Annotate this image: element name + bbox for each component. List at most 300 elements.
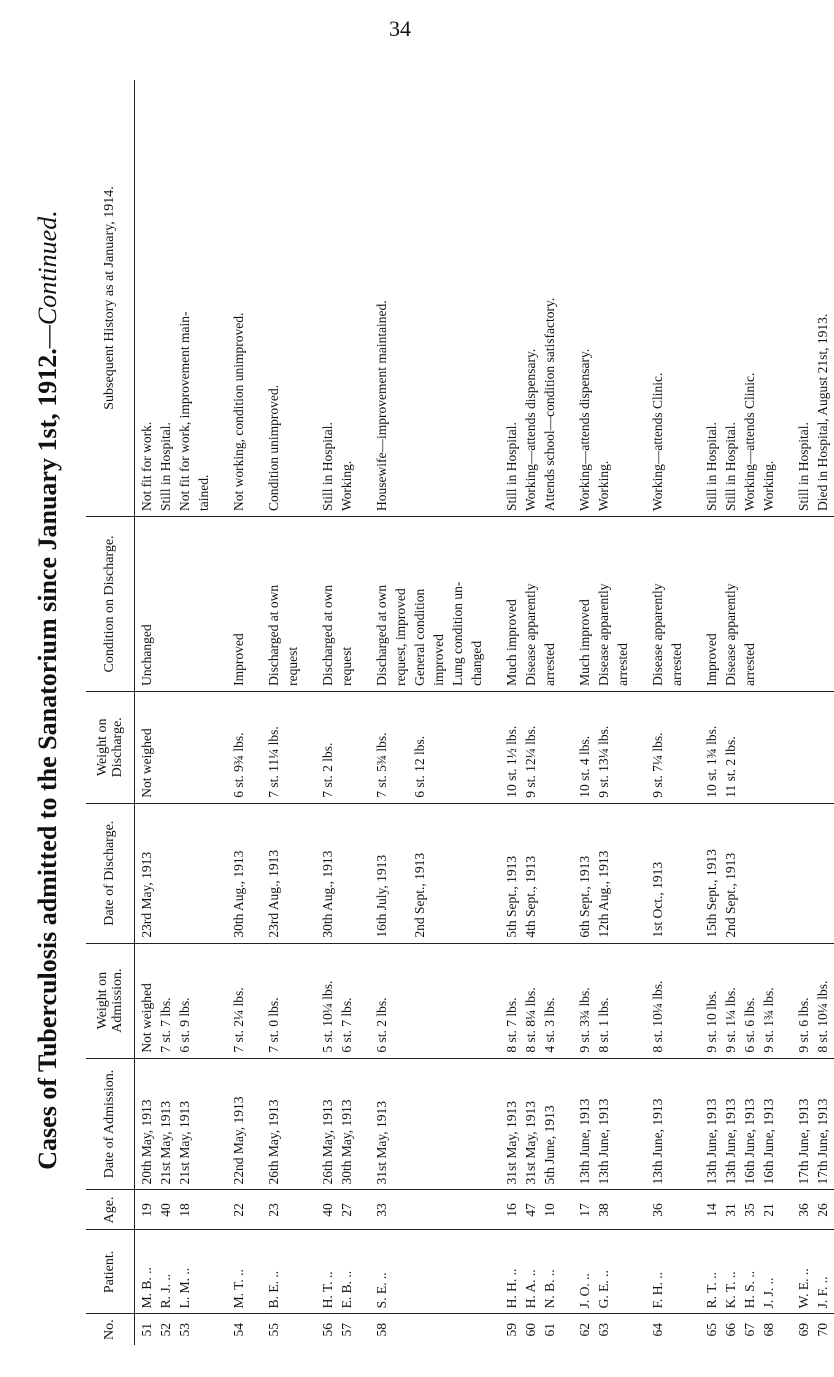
cell-weight-discharge xyxy=(780,691,834,803)
cell-history-line: Condition unimproved. xyxy=(266,385,281,512)
cell-weight-discharge-line xyxy=(759,697,778,798)
cell-date-discharge-line: 30th Aug., 1913 xyxy=(320,850,335,938)
header-date-discharge: Date of Discharge. xyxy=(86,803,135,943)
header-patient: Patient. xyxy=(86,1230,135,1314)
cell-weight-admission xyxy=(780,943,834,1058)
cell-no-line: 67 xyxy=(742,1322,757,1337)
cell-condition-line: request xyxy=(285,646,300,686)
cell-condition-line: Disease apparently xyxy=(650,583,665,686)
cell-weight-admission-line: 4 st. 3 lbs. xyxy=(542,997,557,1053)
cell-weight-admission-line: 9 st. 10 lbs. xyxy=(704,990,719,1053)
cell-weight-discharge-line: 9 st. 13¼ lbs. xyxy=(596,725,611,798)
cell-condition-line: Discharged at own xyxy=(320,584,335,686)
cell-date-admission xyxy=(215,1058,250,1190)
cell-age-line: 38 xyxy=(596,1203,611,1217)
cell-no-line: 53 xyxy=(177,1322,192,1337)
cell-weight-admission xyxy=(358,943,488,1058)
cell-history-line: Not fit for work. xyxy=(139,421,154,512)
cell-date-admission-line: 13th June, 1913 xyxy=(596,1098,611,1185)
cell-weight-admission-line: 8 st. 10¼ lbs. xyxy=(650,980,665,1053)
cell-weight-discharge-line: 10 st. 1½ lbs. xyxy=(504,725,519,798)
cell-weight-admission-line: 8 st. 7 lbs. xyxy=(504,997,519,1053)
cell-no xyxy=(215,1314,250,1345)
cell-condition-line: changed xyxy=(469,640,484,686)
cell-date-discharge-line xyxy=(175,809,194,938)
cell-age-line: 40 xyxy=(320,1203,335,1217)
cell-condition xyxy=(780,517,834,692)
cell-weight-discharge-line xyxy=(156,697,175,798)
cell-history xyxy=(634,80,688,517)
cell-weight-admission-line: 8 st. 1 lbs. xyxy=(596,997,611,1053)
cell-weight-discharge xyxy=(250,691,304,803)
cell-condition-line: request xyxy=(339,646,354,686)
cell-weight-admission-line: 9 st. 3¾ lbs. xyxy=(577,987,592,1053)
cell-patient-line: M. B. .. xyxy=(139,1267,154,1309)
cell-history-line: Attends school—condition satisfactory. xyxy=(542,297,557,512)
cell-weight-admission-line: 9 st. 6 lbs. xyxy=(796,997,811,1053)
cell-no-line: 55 xyxy=(266,1322,281,1337)
cell-age xyxy=(688,1190,780,1230)
cell-history xyxy=(561,80,634,517)
cell-date-admission-line: 21st May, 1913 xyxy=(177,1100,192,1185)
cell-weight-discharge-line xyxy=(540,697,559,798)
cell-condition-line xyxy=(156,522,175,686)
cell-patient-line: H. T. .. xyxy=(320,1271,335,1309)
cell-date-admission-line: 31st May, 1913 xyxy=(523,1100,538,1185)
cell-condition-line: Lung condition un- xyxy=(450,581,465,686)
cell-age-line: 27 xyxy=(339,1203,354,1217)
cell-date-discharge-line xyxy=(813,809,832,938)
cell-age xyxy=(561,1190,634,1230)
cell-date-discharge-line: 2nd Sept., 1913 xyxy=(412,852,427,938)
cell-age xyxy=(358,1190,488,1230)
cell-patient-line: G. E. .. xyxy=(596,1270,611,1309)
table-row xyxy=(780,80,834,1345)
table-row xyxy=(561,80,634,1345)
cell-age-line: 14 xyxy=(704,1203,719,1217)
cell-weight-admission xyxy=(561,943,634,1058)
cell-no-line: 62 xyxy=(577,1322,592,1337)
table-row xyxy=(634,80,688,1345)
table-row xyxy=(488,80,561,1345)
header-condition: Condition on Discharge. xyxy=(86,517,135,692)
cell-patient xyxy=(488,1230,561,1314)
cell-no-line: 59 xyxy=(504,1322,519,1337)
cell-history-line: Working—attends Clinic. xyxy=(650,372,665,512)
cell-date-admission-line: 26th May, 1913 xyxy=(266,1099,281,1185)
cell-age-line: 36 xyxy=(650,1203,665,1217)
cell-no-line: 69 xyxy=(796,1322,811,1337)
cell-history-line: Working. xyxy=(596,460,611,512)
cell-history xyxy=(250,80,304,517)
cell-weight-admission-line: 7 st. 7 lbs. xyxy=(158,997,173,1053)
cell-date-discharge-line xyxy=(337,809,356,938)
cell-date-admission xyxy=(358,1058,488,1190)
cell-patient-line: H. A. .. xyxy=(523,1269,538,1309)
cell-no xyxy=(358,1314,488,1345)
header-weight-admission: Weight on Admission. xyxy=(86,943,135,1058)
cell-weight-discharge xyxy=(688,691,780,803)
cell-patient-line: J. F. .. xyxy=(815,1276,830,1309)
cell-age-line: 26 xyxy=(815,1203,830,1217)
cell-date-admission xyxy=(688,1058,780,1190)
cell-date-admission-line: 22nd May, 1913 xyxy=(231,1096,246,1185)
cell-weight-discharge-line xyxy=(794,697,813,798)
cell-weight-discharge-line: 7 st. 2 lbs. xyxy=(320,742,335,798)
cell-age-line: 40 xyxy=(158,1203,173,1217)
cell-history-line: Working—attends dispensary. xyxy=(577,348,592,512)
cell-date-admission xyxy=(561,1058,634,1190)
cell-condition-line xyxy=(175,522,194,686)
cell-no-line: 68 xyxy=(761,1322,776,1337)
cell-condition-line: Unchanged xyxy=(139,624,154,686)
cell-date-discharge xyxy=(688,803,780,943)
cell-patient-line: N. B. .. xyxy=(542,1269,557,1309)
cell-no-line: 66 xyxy=(723,1322,738,1337)
cell-date-admission xyxy=(780,1058,834,1190)
cell-condition-line: General condition xyxy=(412,588,427,686)
cell-patient-line: B. E. .. xyxy=(266,1270,281,1309)
cell-no xyxy=(135,1314,216,1345)
cell-no-line: 60 xyxy=(523,1322,538,1337)
cell-history xyxy=(215,80,250,517)
cell-patient xyxy=(304,1230,358,1314)
cell-no-line: 64 xyxy=(650,1322,665,1337)
cell-date-admission xyxy=(634,1058,688,1190)
cell-patient-line: L. M. .. xyxy=(177,1267,192,1309)
cell-weight-discharge xyxy=(488,691,561,803)
cell-patient xyxy=(358,1230,488,1314)
cell-age-line: 36 xyxy=(796,1203,811,1217)
cell-condition-line: Improved xyxy=(231,633,246,686)
table-row xyxy=(135,80,216,1345)
cell-weight-admission-line: Not weighed xyxy=(139,983,154,1053)
cell-no xyxy=(780,1314,834,1345)
cell-weight-discharge-line: 6 st. 12 lbs. xyxy=(412,735,427,798)
cell-date-admission-line: 17th June, 1913 xyxy=(796,1098,811,1185)
cell-date-admission-line: 21st May, 1913 xyxy=(158,1100,173,1185)
cell-weight-admission xyxy=(250,943,304,1058)
cell-weight-admission xyxy=(135,943,216,1058)
cell-date-discharge xyxy=(135,803,216,943)
cell-condition-line: arrested xyxy=(742,643,757,686)
cell-age-line: 47 xyxy=(523,1203,538,1217)
cell-no-line: 70 xyxy=(815,1322,830,1337)
cell-condition xyxy=(250,517,304,692)
cell-date-discharge-line: 23rd Aug., 1913 xyxy=(266,849,281,938)
cell-condition-line: request, improved xyxy=(393,588,408,686)
cell-weight-discharge-line: 10 st. 1¾ lbs. xyxy=(704,725,719,798)
cell-history xyxy=(304,80,358,517)
cell-patient-line: W. E. .. xyxy=(796,1268,811,1309)
cell-weight-admission-line: 6 st. 7 lbs. xyxy=(339,997,354,1053)
cell-weight-discharge xyxy=(634,691,688,803)
cell-weight-discharge-line xyxy=(740,697,759,798)
cell-date-discharge xyxy=(780,803,834,943)
cell-date-discharge-line: 4th Sept., 1913 xyxy=(523,855,538,938)
cell-history-line: Not working, condition unimproved. xyxy=(231,312,246,512)
cell-age-line: 35 xyxy=(742,1203,757,1217)
cell-date-discharge xyxy=(561,803,634,943)
cell-weight-discharge-line: 11 st. 2 lbs. xyxy=(723,736,738,798)
cell-no-line: 58 xyxy=(374,1322,389,1337)
cell-history-line: Still in Hospital. xyxy=(796,422,811,512)
cell-condition xyxy=(304,517,358,692)
cell-weight-discharge-line: 6 st. 9¾ lbs. xyxy=(231,732,246,798)
cell-weight-discharge-line xyxy=(175,697,194,798)
cell-no-line: 56 xyxy=(320,1322,335,1337)
cell-age xyxy=(250,1190,304,1230)
cell-date-discharge-line xyxy=(740,809,759,938)
cell-condition-line: arrested xyxy=(542,643,557,686)
cell-age-line: 22 xyxy=(231,1203,246,1217)
cell-patient-line: M. T. .. xyxy=(231,1269,246,1309)
cell-age-line: 19 xyxy=(139,1203,154,1217)
cell-date-admission-line: 5th June, 1913 xyxy=(542,1105,557,1185)
table-body xyxy=(135,80,834,1345)
cell-history-line: Working—attends dispensary. xyxy=(523,348,538,512)
cell-condition xyxy=(561,517,634,692)
cell-weight-admission-line: 7 st. 2¼ lbs. xyxy=(231,987,246,1053)
table-row xyxy=(304,80,358,1345)
cell-age-line: 31 xyxy=(723,1203,738,1217)
cell-history-line: tained. xyxy=(196,474,211,512)
cell-history-line: Still in Hospital. xyxy=(704,422,719,512)
cell-history-line: Working. xyxy=(761,460,776,512)
cell-weight-admission xyxy=(688,943,780,1058)
cell-date-discharge-line: 15th Sept., 1913 xyxy=(704,849,719,938)
cell-date-admission-line: 13th June, 1913 xyxy=(650,1098,665,1185)
cell-date-discharge-line: 1st Oct., 1913 xyxy=(650,861,665,938)
cell-no-line: 54 xyxy=(231,1322,246,1337)
cell-date-admission-line: 16th June, 1913 xyxy=(761,1098,776,1185)
cell-weight-discharge-line: 10 st. 4 lbs. xyxy=(577,735,592,798)
cell-date-discharge-line: 30th Aug., 1913 xyxy=(231,850,246,938)
cell-no-line: 57 xyxy=(339,1322,354,1337)
cell-condition-line: Disease apparently xyxy=(596,583,611,686)
cell-patient xyxy=(250,1230,304,1314)
cell-date-discharge-line: 16th July, 1913 xyxy=(374,854,389,938)
cell-condition-line xyxy=(813,522,832,686)
table-row xyxy=(250,80,304,1345)
cell-date-admission-line: 13th June, 1913 xyxy=(704,1098,719,1185)
cell-date-admission xyxy=(135,1058,216,1190)
cell-patient-line: E. B. .. xyxy=(339,1270,354,1309)
cell-date-discharge xyxy=(488,803,561,943)
cell-patient-line: K. T. .. xyxy=(723,1271,738,1309)
cell-condition-line: Improved xyxy=(704,633,719,686)
cell-condition xyxy=(488,517,561,692)
header-row xyxy=(86,80,135,1345)
cell-history-line: Still in Hospital. xyxy=(504,422,519,512)
cell-date-admission-line: 30th May, 1913 xyxy=(339,1099,354,1185)
page-number: 34 xyxy=(389,16,411,41)
cell-history-line: Working—attends Clinic. xyxy=(742,372,757,512)
cell-patient-line: J. O. .. xyxy=(577,1273,592,1309)
cell-date-discharge-line xyxy=(759,809,778,938)
cell-date-admission-line: 20th May, 1913 xyxy=(139,1099,154,1185)
table-row xyxy=(358,80,488,1345)
cell-date-admission-line: 17th June, 1913 xyxy=(815,1098,830,1185)
cell-condition-line: improved xyxy=(431,634,446,686)
cell-age xyxy=(780,1190,834,1230)
cell-history xyxy=(135,80,216,517)
table-row xyxy=(688,80,780,1345)
rotated-table-container xyxy=(86,80,830,1345)
cell-history-line: Not fit for work, improvement main- xyxy=(177,311,192,512)
cell-weight-discharge-line: 7 st. 5¾ lbs. xyxy=(374,732,389,798)
cell-age-line: 10 xyxy=(542,1203,557,1217)
table-row xyxy=(215,80,250,1345)
cell-history xyxy=(488,80,561,517)
cell-condition-line: arrested xyxy=(615,643,630,686)
cell-date-admission-line: 13th June, 1913 xyxy=(723,1098,738,1185)
cell-weight-discharge xyxy=(135,691,216,803)
cell-date-admission-line: 31st May, 1913 xyxy=(374,1100,389,1185)
cell-no xyxy=(561,1314,634,1345)
cell-patient-line: S. E. .. xyxy=(374,1272,389,1309)
cell-date-discharge xyxy=(250,803,304,943)
cell-weight-discharge-line: 7 st. 11¼ lbs. xyxy=(266,726,281,798)
header-no: No. xyxy=(86,1314,135,1345)
cell-condition xyxy=(688,517,780,692)
cell-age-line: 23 xyxy=(266,1203,281,1217)
cell-history xyxy=(780,80,834,517)
cell-no xyxy=(304,1314,358,1345)
cell-condition-line: Discharged at own xyxy=(266,584,281,686)
cell-patient-line: R. T. .. xyxy=(704,1272,719,1309)
cell-history xyxy=(688,80,780,517)
cell-weight-admission-line: 9 st. 1¼ lbs. xyxy=(723,987,738,1053)
cell-weight-discharge xyxy=(215,691,250,803)
cell-weight-discharge-line: 9 st. 12¼ lbs. xyxy=(523,725,538,798)
cell-no-line: 61 xyxy=(542,1322,557,1337)
header-weight-discharge: Weight on Discharge. xyxy=(86,691,135,803)
cell-patient-line: R. J. .. xyxy=(158,1273,173,1309)
cell-age-line: 18 xyxy=(177,1203,192,1217)
cell-history-line: Working. xyxy=(339,460,354,512)
cell-date-discharge-line: 2nd Sept., 1913 xyxy=(723,852,738,938)
cell-date-admission-line: 16th June, 1913 xyxy=(742,1098,757,1185)
cell-condition-line: Discharged at own xyxy=(374,584,389,686)
cell-date-admission-line: 26th May, 1913 xyxy=(320,1099,335,1185)
cell-weight-admission xyxy=(304,943,358,1058)
cell-no-line: 51 xyxy=(139,1322,154,1337)
cell-date-admission-line: 13th June, 1913 xyxy=(577,1098,592,1185)
cell-weight-admission-line: 6 st. 2 lbs. xyxy=(374,997,389,1053)
cell-date-discharge-line xyxy=(391,809,410,938)
cell-no-line: 52 xyxy=(158,1322,173,1337)
cell-weight-admission-line: 7 st. 0 lbs. xyxy=(266,997,281,1053)
cell-date-discharge-line: 12th Aug., 1913 xyxy=(596,850,611,938)
cell-age-line: 17 xyxy=(577,1203,592,1217)
cell-history-line: Still in Hospital. xyxy=(158,422,173,512)
cell-weight-discharge xyxy=(561,691,634,803)
cell-history-line: Died in Hospital, August 21st, 1913. xyxy=(815,313,830,512)
cell-age xyxy=(634,1190,688,1230)
cell-condition-line: arrested xyxy=(669,643,684,686)
cell-weight-discharge-line xyxy=(813,697,832,798)
cell-patient xyxy=(688,1230,780,1314)
caption-title: Cases of Tuberculosis admitted to the Sanatorium since January 1st, 1912. xyxy=(33,348,62,1170)
cell-patient xyxy=(215,1230,250,1314)
header-history: Subsequent History as at January, 1914. xyxy=(86,80,135,517)
cell-patient xyxy=(634,1230,688,1314)
cell-weight-discharge-line xyxy=(391,697,410,798)
cell-condition xyxy=(358,517,488,692)
cell-date-discharge-line: 23rd May, 1913 xyxy=(139,851,154,938)
cell-no xyxy=(688,1314,780,1345)
cell-weight-admission xyxy=(634,943,688,1058)
cell-history-line: Still in Hospital. xyxy=(320,422,335,512)
cell-weight-admission-line: 6 st. 9 lbs. xyxy=(177,997,192,1053)
cell-date-admission xyxy=(250,1058,304,1190)
header-date-admission: Date of Admission. xyxy=(86,1058,135,1190)
cell-age-line: 16 xyxy=(504,1203,519,1217)
cell-date-discharge xyxy=(215,803,250,943)
cell-no-line: 63 xyxy=(596,1322,611,1337)
cell-condition xyxy=(215,517,250,692)
cell-no-line: 65 xyxy=(704,1322,719,1337)
cell-age xyxy=(304,1190,358,1230)
cell-no xyxy=(488,1314,561,1345)
cell-weight-discharge-line: Not weighed xyxy=(139,728,154,798)
cell-weight-admission-line: 5 st. 10¼ lbs. xyxy=(320,980,335,1053)
cell-patient-line: H. S. .. xyxy=(742,1270,757,1309)
cell-history-line: Housewife—improvement maintained. xyxy=(374,300,389,512)
cases-table xyxy=(86,80,834,1345)
cell-weight-admission-line: 6 st. 6 lbs. xyxy=(742,997,757,1053)
cell-age xyxy=(215,1190,250,1230)
cell-condition-line: Much improved xyxy=(577,599,592,686)
cell-condition xyxy=(634,517,688,692)
cell-date-discharge-line xyxy=(794,809,813,938)
cell-weight-admission-line: 9 st. 1¾ lbs. xyxy=(761,987,776,1053)
cell-date-discharge xyxy=(358,803,488,943)
cell-age-line: 33 xyxy=(374,1203,389,1217)
cell-date-discharge-line xyxy=(156,809,175,938)
cell-date-discharge-line: 5th Sept., 1913 xyxy=(504,855,519,938)
cell-weight-discharge xyxy=(358,691,488,803)
cell-weight-discharge-line xyxy=(337,697,356,798)
caption-continued: —Continued. xyxy=(33,210,62,349)
cell-date-discharge xyxy=(634,803,688,943)
cell-weight-discharge xyxy=(304,691,358,803)
header-age: Age. xyxy=(86,1190,135,1230)
cell-patient-line: F. H. .. xyxy=(650,1271,665,1309)
cell-patient xyxy=(780,1230,834,1314)
cell-age xyxy=(488,1190,561,1230)
cell-patient xyxy=(135,1230,216,1314)
cell-date-discharge-line: 6th Sept., 1913 xyxy=(577,855,592,938)
cell-condition-line: Much improved xyxy=(504,599,519,686)
cell-date-discharge xyxy=(304,803,358,943)
cell-date-admission-line: 31st May, 1913 xyxy=(504,1100,519,1185)
cell-patient-line: H. H. .. xyxy=(504,1268,519,1309)
cell-history-line: Still in Hospital. xyxy=(723,422,738,512)
cell-no xyxy=(250,1314,304,1345)
cell-condition xyxy=(135,517,216,692)
cell-age xyxy=(135,1190,216,1230)
cell-history xyxy=(358,80,488,517)
cell-no xyxy=(634,1314,688,1345)
cell-patient xyxy=(561,1230,634,1314)
cell-condition-line: Disease apparently xyxy=(723,583,738,686)
cell-weight-admission-line: 8 st. 10¼ lbs. xyxy=(815,980,830,1053)
cell-age-line: 21 xyxy=(761,1203,776,1217)
cell-weight-admission-line: 8 st. 8¼ lbs. xyxy=(523,987,538,1053)
cell-weight-admission xyxy=(488,943,561,1058)
